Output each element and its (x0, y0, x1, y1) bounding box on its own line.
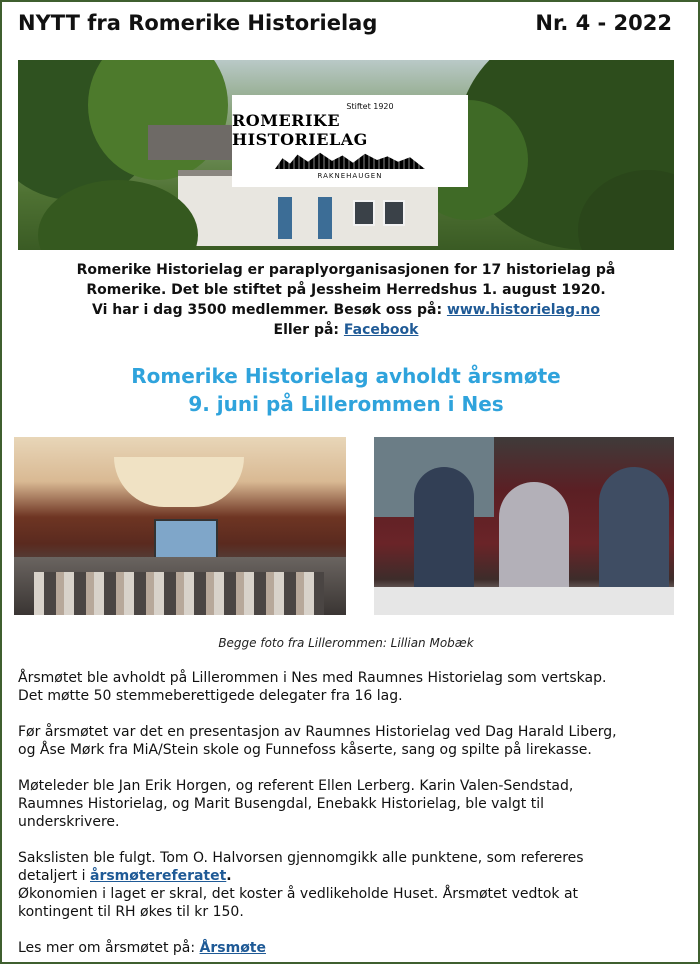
website-link[interactable]: www.historielag.no (446, 302, 600, 318)
paragraph-4: Sakslisten ble fulgt. Tom O. Halvorsen gjennomgikk alle punktene, som refereres detaljert i årsmøtereferatet. Økonomien i laget er skral, det koster å vedlikeholde Huset. Årsmøtet vedtok at kontingent til RH økes til kr 150. (18, 850, 584, 920)
hero-photo-raknehaugen (18, 60, 674, 250)
logo-forest-icon (275, 151, 425, 169)
logo-name: ROMERIKE HISTORIELAG (232, 111, 368, 149)
article-body (18, 669, 678, 964)
intro-text: Romerike Historielag er paraplyorganisasjonen for 17 historielag på Romerike. Det ble stiftet på Jessheim Herredshus 1. august 1920. Vi har i dag 3500 medlemmer. Besøk oss på: www.historielag.no Eller på: Facebook (76, 262, 616, 338)
logo-founded-text: Stiftet 1920 (346, 102, 394, 111)
referat-link[interactable]: årsmøtereferatet (90, 868, 227, 884)
masthead (18, 8, 672, 38)
issue-number: Nr. 4 - 2022 (535, 11, 672, 35)
paragraph-3: Møteleder ble Jan Erik Horgen, og referent Ellen Lerberg. Karin Valen-Sendstad, Raumnes Historielag, og Marit Busengdal, Enebakk Historielag, ble valgt til underskrivere. (18, 778, 574, 830)
newsletter-title: NYTT fra Romerike Historielag (18, 11, 378, 35)
facebook-link[interactable]: Facebook (343, 322, 419, 338)
paragraph-2: Før årsmøtet var det en presentasjon av Raumnes Historielag ved Dag Harald Liberg, og Åse Mørk fra MiA/Stein skole og Funnefoss kåserte, sang og spilte på lirekasse. (18, 724, 617, 758)
photo-meeting-hall (14, 437, 346, 615)
romerike-historielag-logo (232, 95, 468, 187)
photo-award-ceremony (374, 437, 674, 615)
photo-caption: Begge foto fra Lillerommen: Lillian Mobæk (218, 636, 474, 650)
paragraph-1: Årsmøtet ble avholdt på Lillerommen i Nes med Raumnes Historielag som vertskap. Det møtte 50 stemmeberettigede delegater fra 16 lag. (18, 670, 607, 704)
aarsmote-link[interactable]: Årsmøte (199, 940, 266, 956)
paragraph-5: Les mer om årsmøtet på: Årsmøte (18, 940, 266, 956)
article-headline: Romerike Historielag avholdt årsmøte 9. juni på Lillerommen i Nes (131, 364, 561, 416)
logo-subtitle: RAKNEHAUGEN (317, 172, 383, 180)
